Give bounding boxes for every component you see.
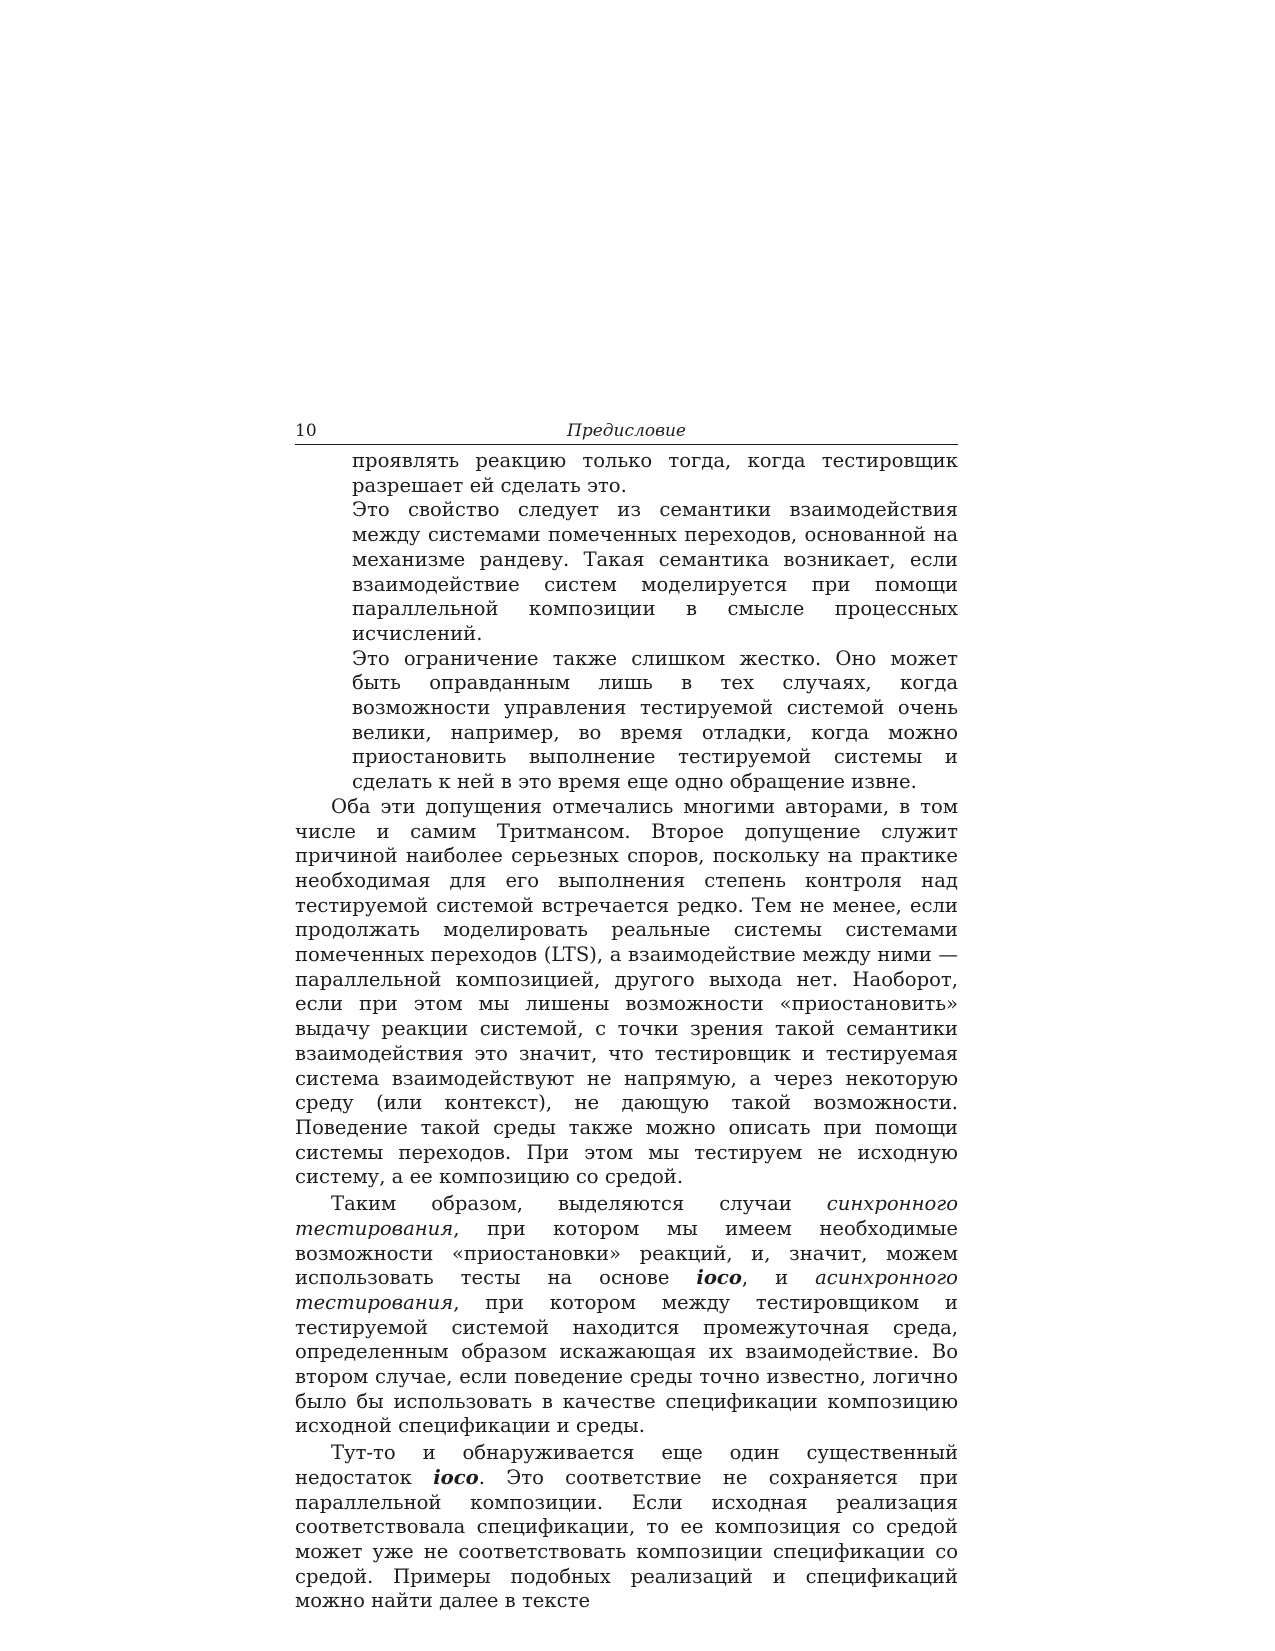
- paragraph-2-text-4: , при котором между тестировщиком и тестируемой системой находится промежуточная среда, определенным образом искажающая их взаимодействие. Во втором случае, если поведение среды точно известно, логично было бы использовать в качестве спецификации композицию исходной спецификации и среды.: [295, 1290, 958, 1438]
- paragraph-3-text-2: . Это соответствие не сохраняется при параллельной композиции. Если исходная реализация соответствовала спецификации, то ее композиция со средой может уже не соответствовать композиции спецификации со средой. Примеры подобных реализаций и спецификаций можно найти далее в тексте: [295, 1465, 959, 1613]
- paragraph-3-text-1: Тут-то и обнаруживается еще один существенный недостаток: [295, 1441, 958, 1489]
- paragraph-2-text-1: Таким образом, выделяются случаи: [331, 1192, 827, 1216]
- term-ioco-2: ioco: [433, 1465, 479, 1489]
- block-paragraph-2: Это свойство следует из семантики взаимодействия между системами помеченных переходов, основанной на механизме рандеву. Такая семантика возникает, если взаимодействие систем моделируется при помощи параллельной композиции в смысле процессных исчислений.: [352, 498, 958, 645]
- term-asynchronous-testing: асинхронного тестирования: [295, 1266, 958, 1314]
- block-paragraph-3: Это ограничение также слишком жестко. Оно может быть оправданным лишь в тех случаях, когда возможности управления тестируемой системой очень велики, например, во время отладки, когда можно приостановить выполнение тестируемой системы и сделать к ней в это время еще одно обращение извне.: [352, 646, 958, 794]
- book-page: [295, 418, 958, 1614]
- running-head: [295, 418, 958, 445]
- paragraph-3: [295, 1441, 958, 1614]
- paragraph-2-text-2: , при котором мы имеем необходимые возможности «приостановки» реакций, и, значит, можем использовать тесты на основе: [295, 1216, 958, 1290]
- page-number: 10: [295, 421, 317, 441]
- indented-list-continuation: [352, 449, 958, 795]
- block-paragraph-1: проявлять реакцию только тогда, когда тестировщик разрешает ей сделать это.: [352, 449, 958, 497]
- body-text: [295, 449, 958, 1614]
- paragraph-2-text-3: , и: [741, 1266, 816, 1290]
- paragraph-1: Оба эти допущения отмечались многими авторами, в том числе и самим Тритмансом. Второе допущение служит причиной наиболее серьезных споров, поскольку на практике необходимая для его выполнения степень контроля над тестируемой системой встречается редко. Тем не менее, если продолжать моделировать реальные системы системами помеченных переходов (LTS), а взаимодействие между ними — параллельной композицией, другого выхода нет. Наоборот, если при этом мы лишены возможности «приостановить» выдачу реакции системой, с точки зрения такой семантики взаимодействия это значит, что тестировщик и тестируемая система взаимодействуют не напрямую, а через некоторую среду (или контекст), не дающую такой возможности. Поведение такой среды также можно описать при помощи системы переходов. При этом мы тестируем не исходную систему, а ее композицию со средой.: [295, 794, 958, 1189]
- paragraph-2: [295, 1192, 958, 1439]
- term-ioco: ioco: [696, 1266, 742, 1290]
- running-title: Предисловие: [567, 421, 686, 441]
- term-synchronous-testing: синхронного тестирования: [295, 1192, 958, 1240]
